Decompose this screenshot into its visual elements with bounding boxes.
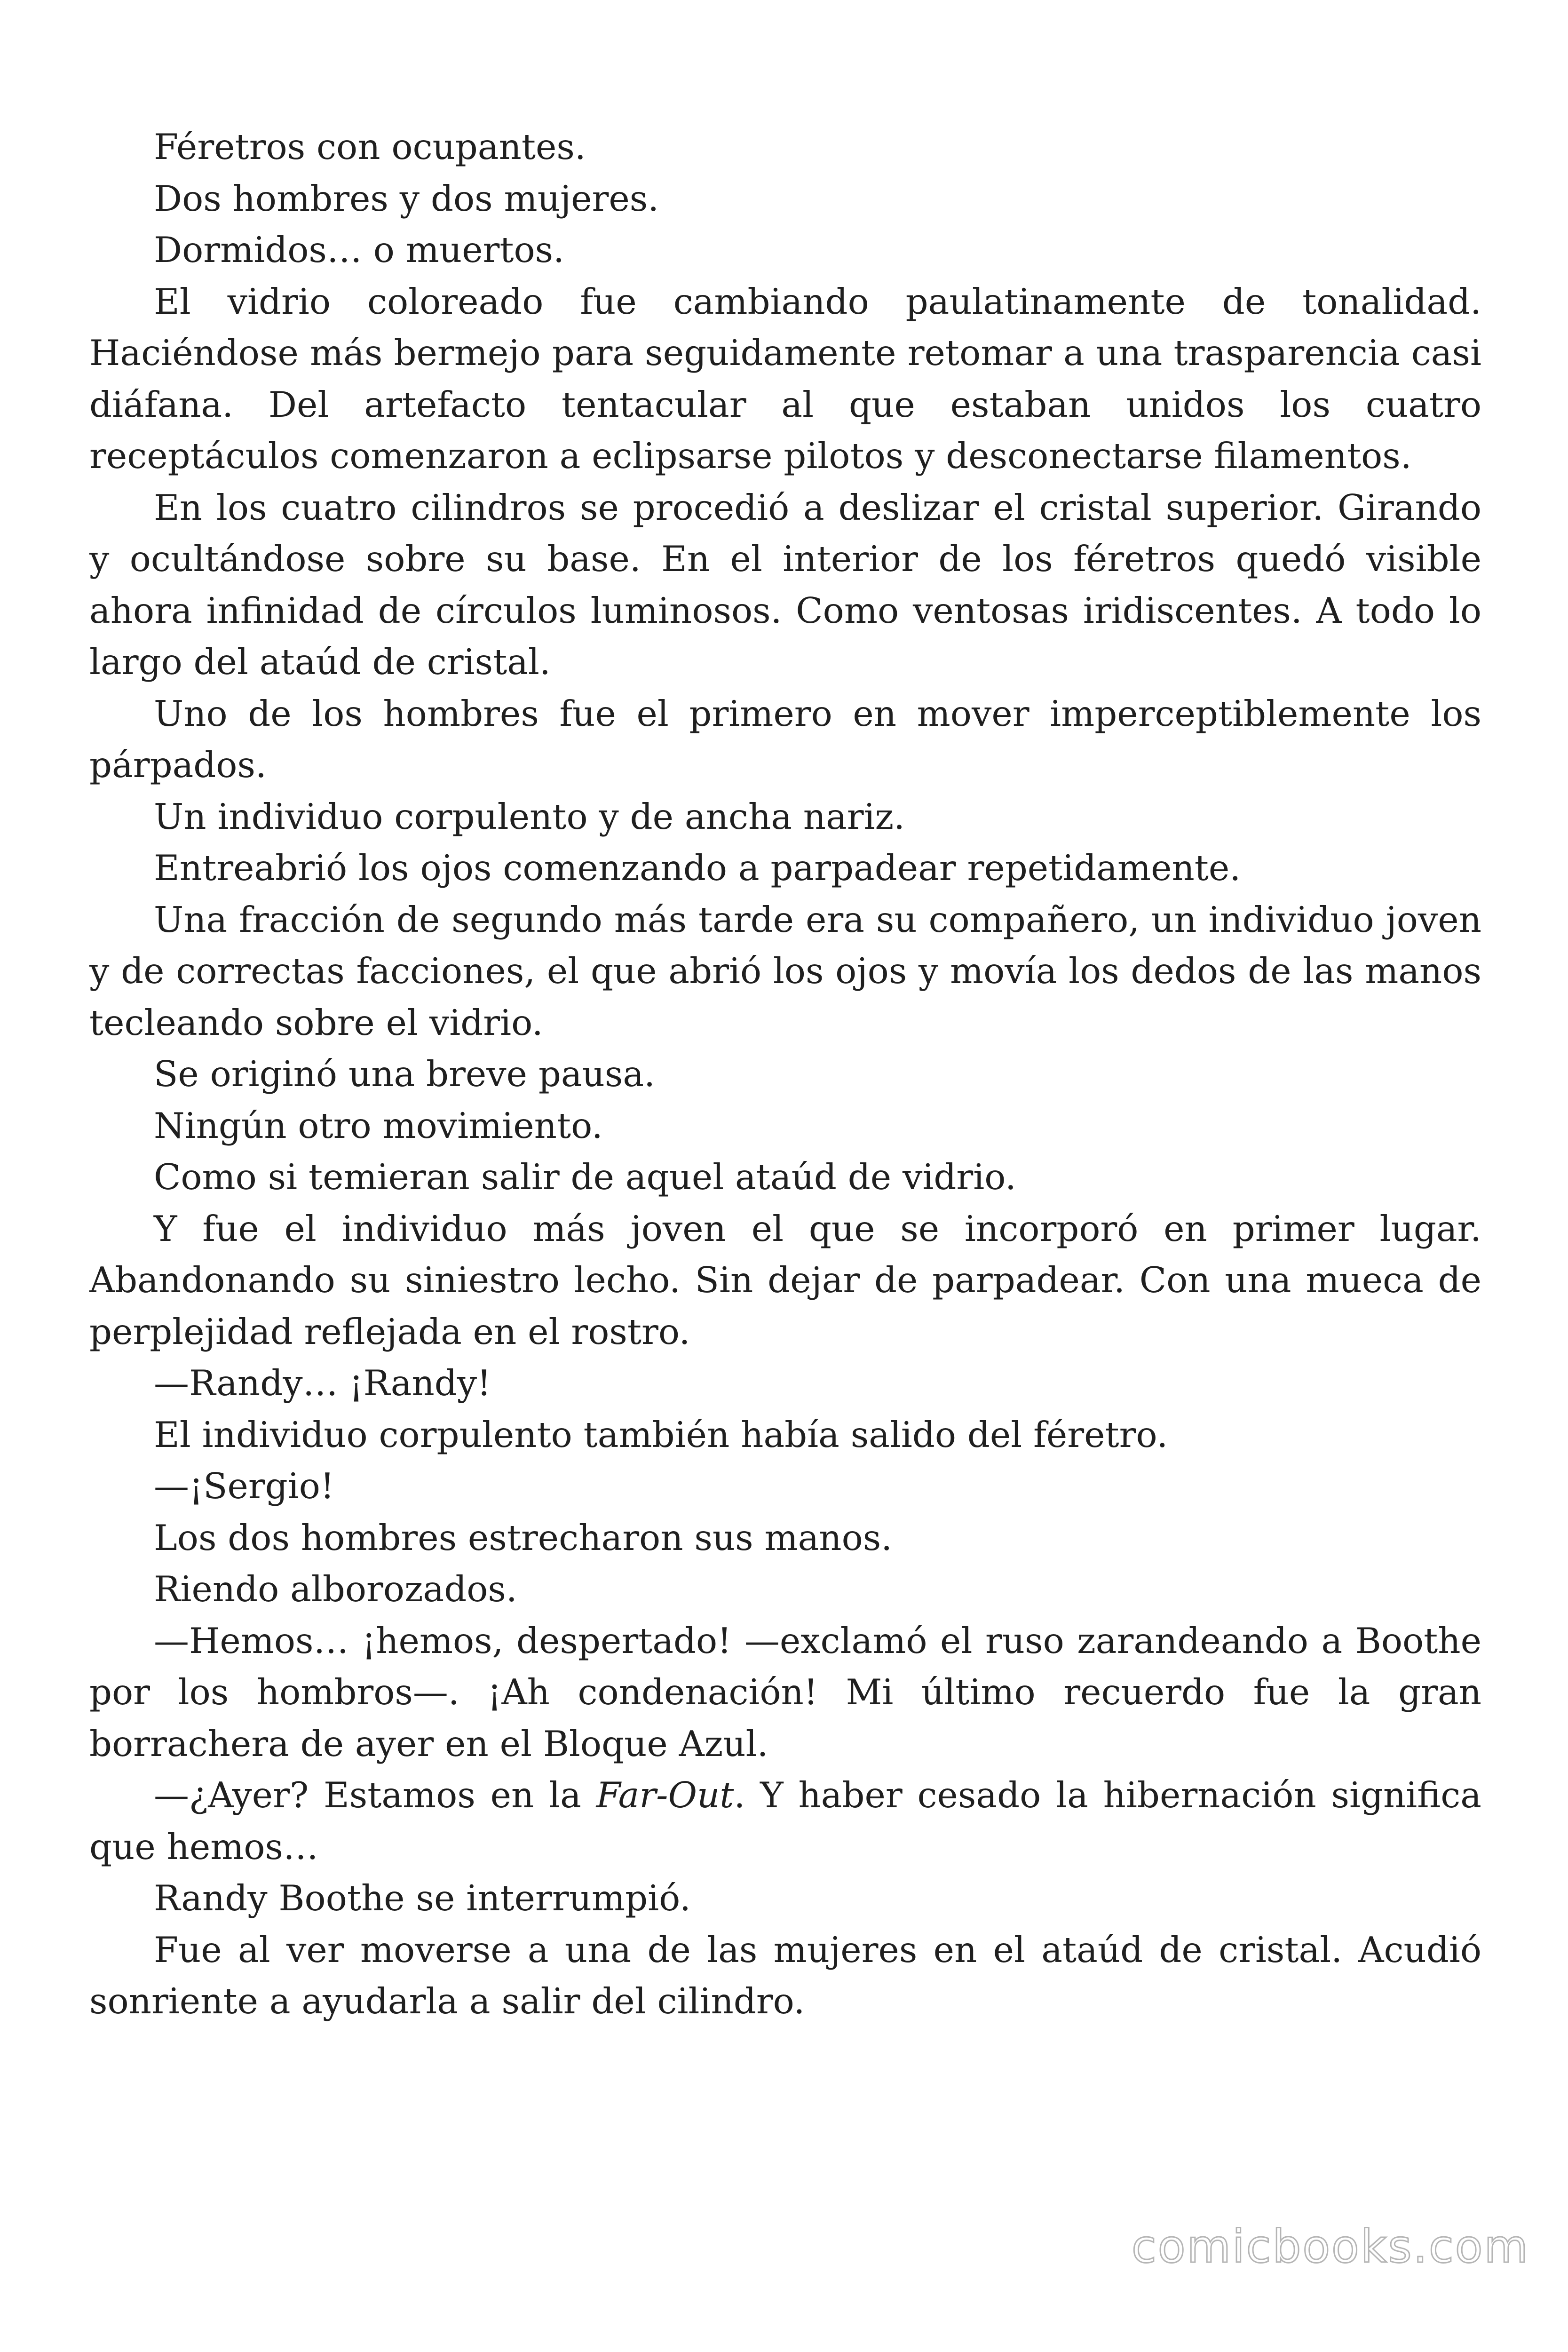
paragraph-20-after: . Y haber cesado la hibernación significa que hemos… [89,1774,1481,1867]
paragraph-3: Dormidos… o muertos. [154,229,565,270]
paragraph-9: Una fracción de segundo más tarde era su compañero, un individuo joven y de correctas facciones, el que abrió los ojos y movía los dedos de las manos tecleando sobre el vidrio. [89,898,1481,1043]
paragraph-18: Riendo alborozados. [154,1568,517,1610]
paragraph-14: —Randy… ¡Randy! [154,1362,491,1404]
paragraph-8: Entreabrió los ojos comenzando a parpadear repetidamente. [154,847,1241,889]
book-page-text [89,121,1481,2027]
paragraph-12: Como si temieran salir de aquel ataúd de vidrio. [154,1156,1016,1198]
paragraph-4: El vidrio coloreado fue cambiando paulatinamente de tonalidad. Haciéndose más bermejo para seguidamente retomar a una trasparencia casi diáfana. Del artefacto tentacular al que estaban unidos los cuatro receptáculos comenzaron a eclipsarse pilotos y desconectarse filamentos. [89,280,1481,477]
paragraph-13: Y fue el individuo más joven el que se incorporó en primer lugar. Abandonando su siniestro lecho. Sin dejar de parpadear. Con una mueca de perplejidad reflejada en el rostro. [89,1208,1481,1352]
paragraph-1: Féretros con ocupantes. [154,126,586,167]
paragraph-6: Uno de los hombres fue el primero en mover imperceptiblemente los párpados. [89,692,1481,786]
paragraph-10: Se originó una breve pausa. [154,1053,655,1095]
paragraph-7: Un individuo corpulento y de ancha nariz. [154,795,905,837]
paragraph-11: Ningún otro movimiento. [154,1104,603,1146]
paragraph-15: El individuo corpulento también había salido del féretro. [154,1414,1168,1455]
paragraph-20-before: —¿Ayer? Estamos en la [154,1774,596,1816]
paragraph-17: Los dos hombres estrecharon sus manos. [154,1517,893,1558]
paragraph-20 [89,1770,1481,1873]
paragraph-16: —¡Sergio! [154,1465,335,1507]
paragraph-19: —Hemos… ¡hemos, despertado! —exclamó el ruso zarandeando a Boothe por los hombros—. ¡Ah condenación! Mi último recuerdo fue la gran borrachera de ayer en el Bloque Azul. [89,1620,1481,1764]
ship-name-italic: Far-Out [596,1774,734,1816]
paragraph-2: Dos hombres y dos mujeres. [154,177,659,219]
paragraph-22: Fue al ver moverse a una de las mujeres en el ataúd de cristal. Acudió sonriente a ayudarla a salir del cilindro. [89,1929,1481,2022]
paragraph-21: Randy Boothe se interrumpió. [154,1877,691,1919]
watermark: comicbooks.com [1131,2220,1529,2273]
paragraph-5: En los cuatro cilindros se procedió a deslizar el cristal superior. Girando y ocultándose sobre su base. En el interior de los féretros quedó visible ahora infinidad de círculos luminosos. Como ventosas iridiscentes. A todo lo largo del ataúd de cristal. [89,486,1481,683]
